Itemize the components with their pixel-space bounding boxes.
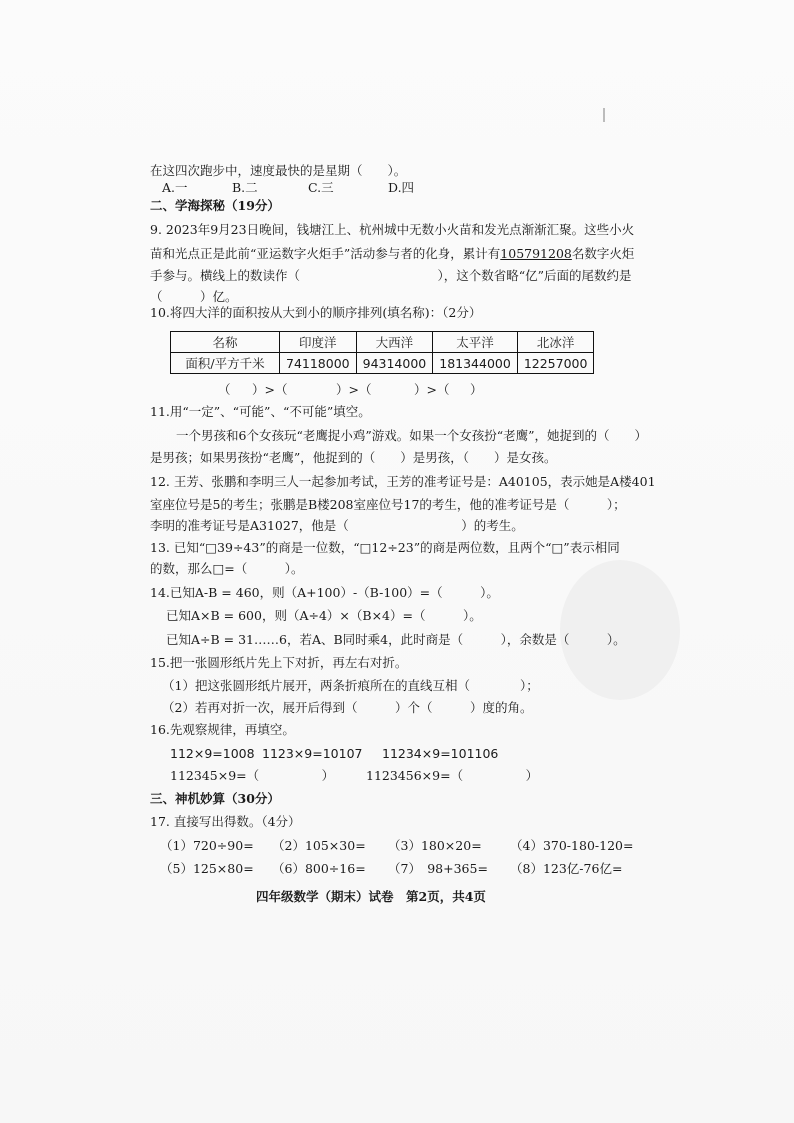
order-paren: ）>（	[336, 382, 372, 397]
q9-number: 105791208	[500, 246, 572, 261]
table-row	[171, 353, 594, 374]
q13-line-1: 13. 已知“□39÷43”的商是一位数，“□12÷23”的商是两位数，且两个“□”表示相同	[150, 540, 620, 555]
order-paren: （	[218, 382, 231, 397]
q8-option-c: C.三	[308, 180, 334, 195]
order-paren: ）	[470, 382, 483, 397]
q17-item: （5）125×80=	[160, 861, 254, 876]
q13-line-2: 的数，那么□=（ ）。	[150, 561, 304, 576]
q17-item: （2）105×30=	[272, 838, 366, 853]
table-header-row	[171, 332, 594, 353]
q12-line-2: 室座位号是5的考生；张鹏是B楼208室座位号17的考生，他的准考证号是（ ）；	[150, 497, 626, 512]
q14-line-2: 已知A×B = 600，则（A÷4）×（B×4）=（ ）。	[166, 608, 482, 623]
q9-line-2-post: 名数字火炬	[571, 246, 635, 261]
table-cell: 太平洋	[433, 332, 518, 353]
q9-line-3: 手参与。横线上的数读作（ ），这个数省略“亿”后面的尾数约是	[150, 268, 632, 283]
order-paren: ）>（	[252, 382, 288, 397]
q16-blank-2: 1123456×9=（ ）	[366, 768, 539, 783]
table-cell: 北冰洋	[517, 332, 594, 353]
table-cell: 面积/平方千米	[171, 353, 280, 374]
q15-line-2: （2）若再对折一次，展开后得到（ ）个（ ）度的角。	[162, 700, 533, 715]
q11-line-2: 是男孩；如果男孩扮“老鹰”，他捉到的（ ）是男孩，（ ）是女孩。	[150, 450, 557, 465]
q16-blank-1: 112345×9=（ ）	[170, 768, 335, 783]
ocean-area-table	[170, 331, 594, 374]
paper-mark	[603, 108, 605, 122]
q8-option-a: A.一	[162, 180, 188, 195]
q9-line-4: （ ）亿。	[150, 289, 238, 304]
q11-line-1: 一个男孩和6个女孩玩“老鹰捉小鸡”游戏。如果一个女孩扮“老鹰”，她捉到的（ ）	[176, 428, 648, 443]
page-footer: 四年级数学（期末）试卷 第2页，共4页	[256, 889, 486, 904]
q8-stem: 在这四次跑步中，速度最快的是星期（ ）。	[150, 163, 407, 178]
q16-example-2: 1123×9=10107	[262, 746, 363, 761]
table-cell: 74118000	[280, 353, 357, 374]
q17-item: （6）800÷16=	[272, 861, 366, 876]
table-cell: 12257000	[517, 353, 594, 374]
q17-item: （4）370-180-120=	[510, 838, 634, 853]
section-2-title: 二、学海探秘（19分）	[150, 198, 280, 213]
bleed-through-smudge	[560, 560, 680, 700]
table-cell: 181344000	[433, 353, 518, 374]
q9-line-2-pre: 苗和光点正是此前“亚运数字火炬手”活动参与者的化身，累计有	[150, 246, 501, 261]
table-cell: 94314000	[356, 353, 433, 374]
q10-stem: 10.将四大洋的面积按从大到小的顺序排列(填名称)：（2分）	[150, 305, 482, 320]
section-3-title: 三、神机妙算（30分）	[150, 791, 280, 806]
q16-example-3: 11234×9=101106	[382, 746, 499, 761]
q14-line-3: 已知A÷B = 31……6，若A、B同时乘4，此时商是（ ），余数是（ ）。	[166, 632, 626, 647]
q11-stem: 11.用“一定”、“可能”、“不可能”填空。	[150, 404, 371, 419]
q9-line-1: 9. 2023年9月23日晚间，钱塘江上、杭州城中无数小火苗和发光点渐渐汇聚。这些小火	[150, 222, 635, 237]
q16-stem: 16.先观察规律，再填空。	[150, 722, 295, 737]
q9-line-2	[150, 246, 634, 262]
q15-line-1: （1）把这张圆形纸片展开，两条折痕所在的直线互相（ ）；	[162, 678, 539, 693]
q16-example-1: 112×9=1008	[170, 746, 255, 761]
q8-option-d: D.四	[388, 180, 415, 195]
table-cell: 大西洋	[356, 332, 433, 353]
q17-item: （3）180×20=	[388, 838, 482, 853]
q12-line-3: 李明的准考证号是A31027，他是（ ）的考生。	[150, 518, 524, 533]
q17-stem: 17. 直接写出得数。（4分）	[150, 814, 301, 829]
q8-option-b: B.二	[232, 180, 258, 195]
table-cell: 名称	[171, 332, 280, 353]
q17-item: （8）123亿-76亿=	[510, 861, 623, 876]
q15-stem: 15.把一张圆形纸片先上下对折，再左右对折。	[150, 655, 408, 670]
order-paren: ）>（	[414, 382, 450, 397]
q17-item: （1）720÷90=	[160, 838, 254, 853]
q17-item: （7） 98+365=	[388, 861, 488, 876]
q12-line-1: 12. 王芳、张鹏和李明三人一起参加考试，王芳的准考证号是：A40105，表示她是A楼401	[150, 474, 656, 489]
q14-line-1: 14.已知A-B = 460，则（A+100）-（B-100）=（ ）。	[150, 585, 499, 600]
table-cell: 印度洋	[280, 332, 357, 353]
